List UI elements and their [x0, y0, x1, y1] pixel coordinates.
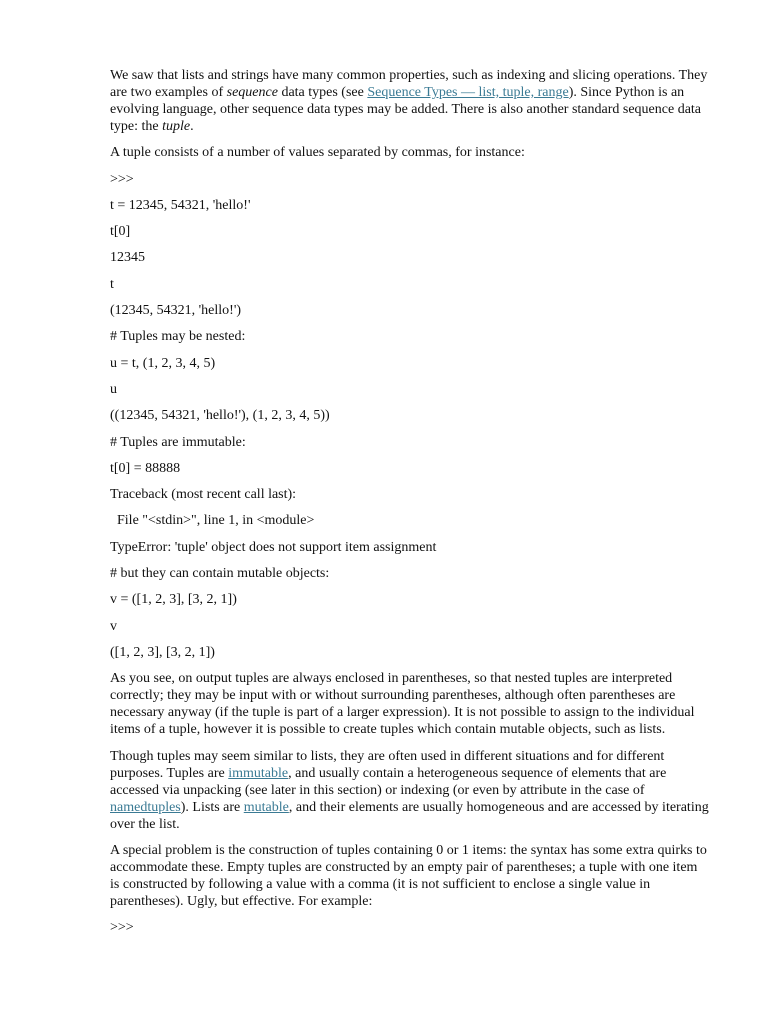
- code-line: t = 12345, 54321, 'hello!': [110, 197, 251, 213]
- code-line: t[0] = 88888: [110, 460, 181, 476]
- tvl-text-1: Though tuples may seem similar to lists, they are often used in different situations and for different purposes. Tuples are: [110, 748, 665, 781]
- intro-text-4: .: [190, 119, 194, 134]
- code-line: 12345: [110, 250, 145, 266]
- intro-text-2: data types (see: [277, 85, 368, 100]
- document-body: [110, 67, 710, 945]
- tvl-text-2: , and usually contain a heterogeneous sequence of elements that are accessed via unpacking (see later in this section) or indexing (or even by attribute in the case of: [110, 765, 667, 798]
- code-line: v: [110, 618, 117, 634]
- tuples-vs-lists-paragraph: [110, 748, 710, 833]
- intro-text-1: We saw that lists and strings have many common properties, such as indexing and slicing operations. They are two examples of: [110, 68, 708, 100]
- tvl-text-4: , and their elements are usually homogeneous and are accessed by iterating over the list.: [110, 799, 709, 832]
- code-line: (12345, 54321, 'hello!'): [110, 303, 242, 319]
- code-line: File "<stdin>", line 1, in <module>: [110, 513, 315, 529]
- tuple-term: tuple: [162, 119, 191, 134]
- output-explanation-paragraph: As you see, on output tuples are always enclosed in parentheses, so that nested tuples are interpreted correctly; they may be input with or without surrounding parentheses, although often parentheses are necessary anyway (if the tuple is part of a larger expression). It is not possible to assign to the individual items of a tuple, however it is possible to create tuples which contain mutable objects, such as lists.: [110, 671, 695, 738]
- immutable-link[interactable]: immutable: [228, 765, 289, 781]
- code-line: # Tuples may be nested:: [110, 329, 246, 345]
- intro-text-3: ). Since Python is an evolving language, other sequence data types may be added. There is also another standard sequence data type: the: [110, 85, 702, 134]
- code-line: t[0]: [110, 224, 131, 240]
- mutable-link[interactable]: mutable: [243, 799, 289, 815]
- sequence-types-link[interactable]: Sequence Types — list, tuple, range: [367, 85, 569, 100]
- code-line: t: [110, 276, 114, 292]
- special-problem-paragraph: A special problem is the construction of tuples containing 0 or 1 items: the syntax has some extra quirks to accommodate these. Empty tuples are constructed by an empty pair of parentheses; a tuple with one item is constructed by following a value with a comma (it is not sufficient to enclose a single value in parentheses). Ugly, but effective. For example:: [110, 842, 707, 909]
- code-line: v = ([1, 2, 3], [3, 2, 1]): [110, 592, 237, 608]
- code-prompt: >>>: [110, 920, 134, 936]
- code-line: # Tuples are immutable:: [110, 434, 246, 450]
- code-line: u: [110, 381, 117, 397]
- namedtuples-link[interactable]: namedtuples: [110, 799, 181, 815]
- code-line: u = t, (1, 2, 3, 4, 5): [110, 355, 216, 371]
- tuple-definition-paragraph: A tuple consists of a number of values separated by commas, for instance:: [110, 145, 525, 161]
- code-line: ([1, 2, 3], [3, 2, 1]): [110, 644, 215, 660]
- code-line: ((12345, 54321, 'hello!'), (1, 2, 3, 4, 5)): [110, 408, 330, 424]
- code-line: >>>: [110, 171, 134, 187]
- code-line: # but they can contain mutable objects:: [110, 566, 330, 582]
- code-line: TypeError: 'tuple' object does not support item assignment: [110, 539, 437, 555]
- code-line: Traceback (most recent call last):: [110, 487, 297, 503]
- intro-paragraph: [110, 67, 710, 135]
- sequence-term: sequence: [226, 85, 278, 100]
- tvl-text-3: ). Lists are: [180, 799, 244, 815]
